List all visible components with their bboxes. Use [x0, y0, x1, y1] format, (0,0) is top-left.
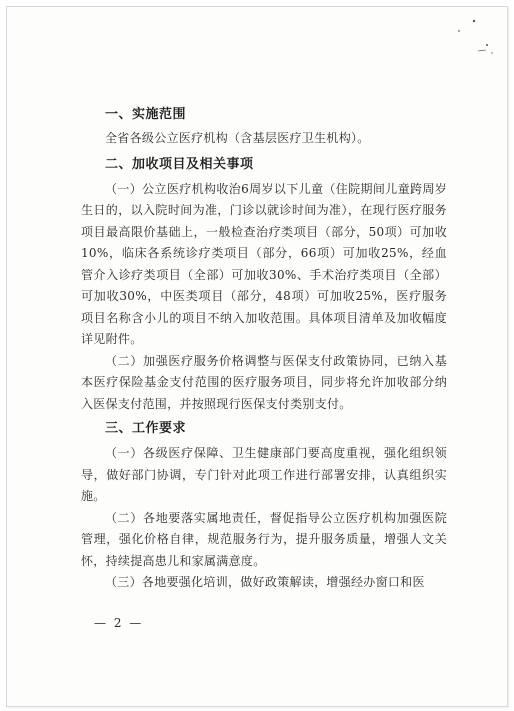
section-heading-scope: 一、实施范围	[105, 107, 187, 122]
requirements-paragraph-3: （三）各地要强化培训，做好政策解读，增强经办窗口和医	[105, 575, 425, 589]
document-body	[81, 106, 447, 594]
items-paragraph-1: （一）公立医疗机构收治6周岁以下儿童（住院期间儿童跨周岁生日的，以入院时间为准，门诊以就诊时间为准），在现行医疗服务项目最高限价基础上，一般检查治疗类项目（部分，50项）可加收10%，临床各系统诊疗类项目（部分，66项）可加收25%，经血管介入诊疗类项目（全部）可加收30%、手术治疗类项目（全部）可加收30%，中医类项目（部分，48项）可加收25%，医疗服务项目名称含小儿的项目不纳入加收范围。具体项目清单及加收幅度详见附件。	[81, 181, 447, 346]
section-heading-requirements: 三、工作要求	[105, 421, 187, 436]
requirements-paragraph-1: （一）各级医疗保障、卫生健康部门要高度重视，强化组织领导，做好部门协调，专门针对此项工作进行部署安排，认真组织实施。	[81, 446, 447, 503]
scope-paragraph: 全省各级公立医疗机构（含基层医疗卫生机构）。	[105, 131, 370, 145]
section-heading-items: 二、加收项目及相关事项	[105, 156, 254, 172]
items-paragraph-2: （二）加强医疗服务价格调整与医保支付政策协同，已纳入基本医疗保险基金支付范围的医疗服务项目，同步将允许加收部分纳入医保支付范围，并按照现行医保支付类别支付。	[81, 353, 447, 411]
requirements-paragraph-2: （二）各地要落实属地责任，督促指导公立医疗机构加强医院管理，强化价格自律，规范服务行为，提升服务质量，增强人文关怀，持续提高患儿和家属满意度。	[81, 510, 447, 568]
page-number: — 2 —	[94, 616, 144, 630]
